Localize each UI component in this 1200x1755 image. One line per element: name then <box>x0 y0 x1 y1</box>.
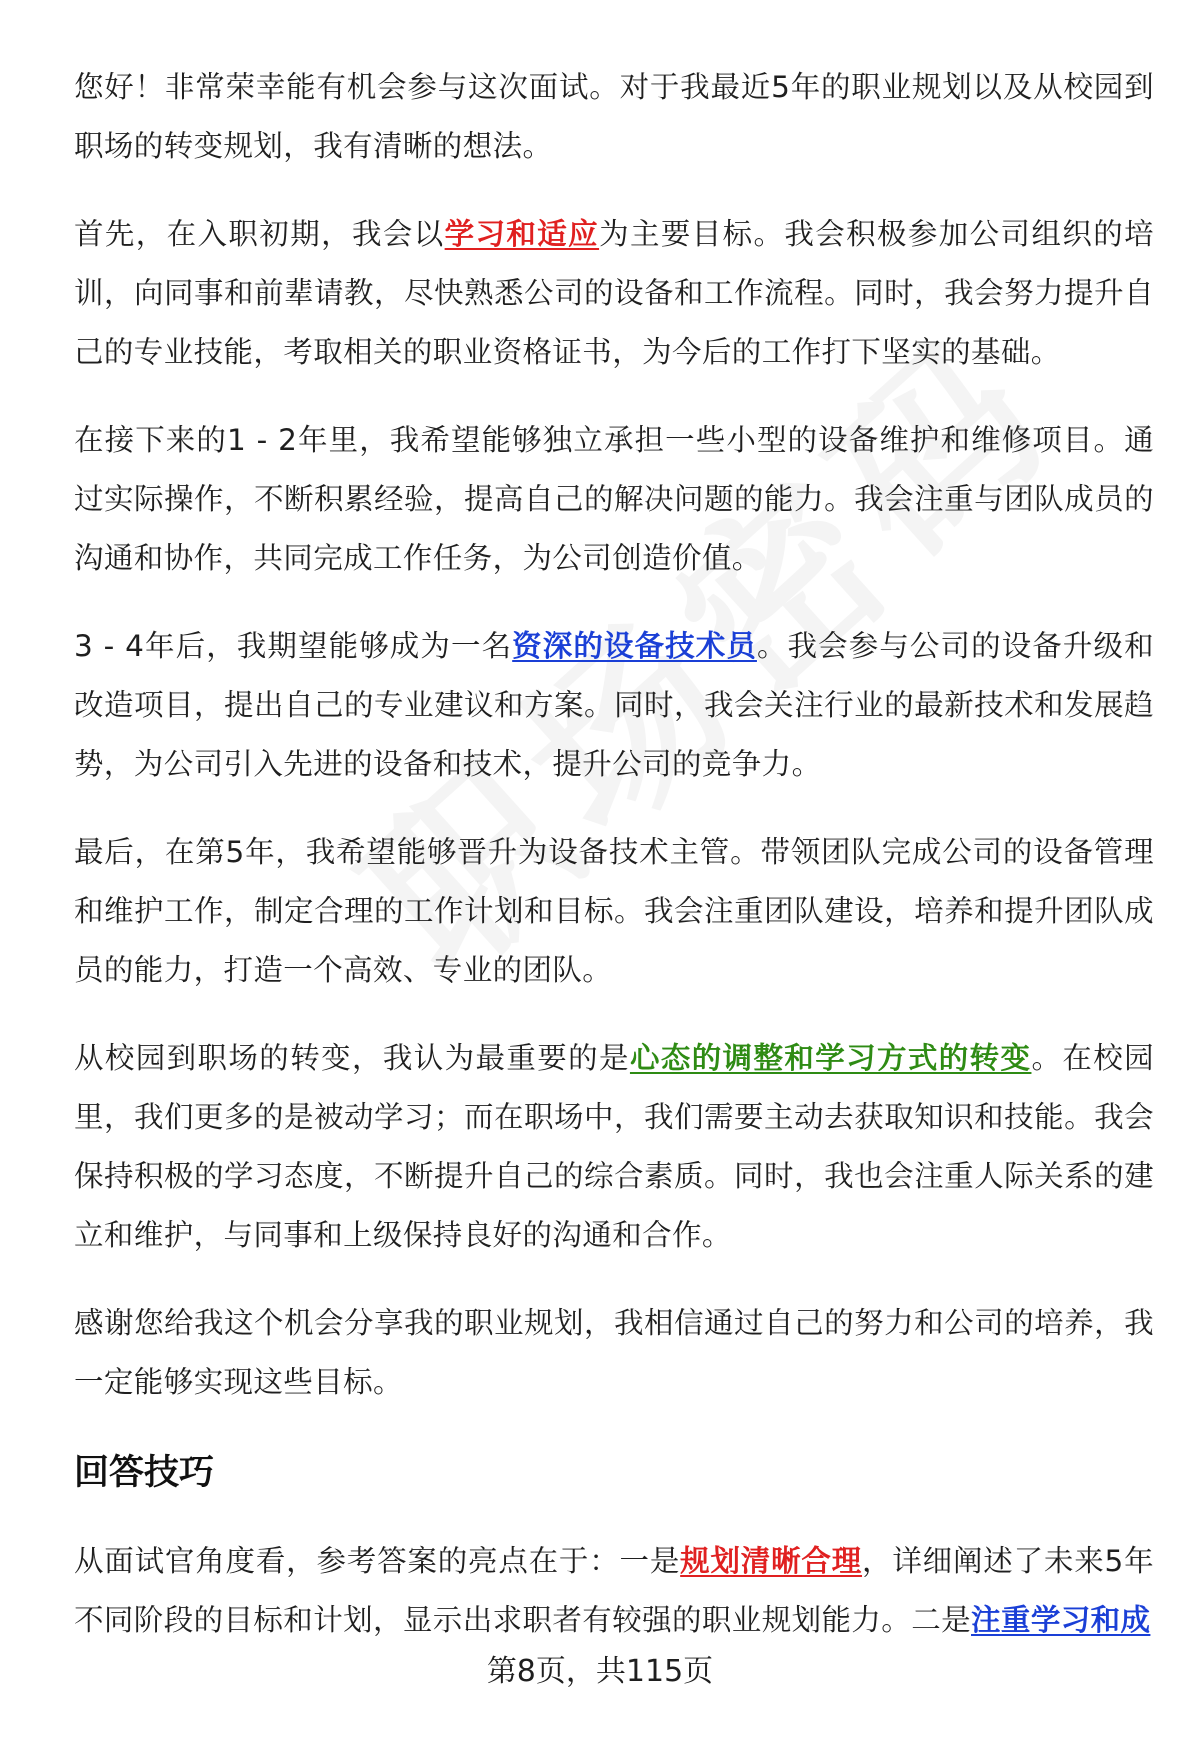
text-segment: 感谢您给我这个机会分享我的职业规划，我相信通过自己的努力和公司的培养，我一定能够实现这些目标。 <box>74 1306 1154 1399</box>
answer-paragraphs <box>74 58 1154 1412</box>
paragraph <box>74 823 1154 1000</box>
tips-paragraph <box>74 1532 1154 1650</box>
text-segment: 在接下来的1 - 2年里，我希望能够独立承担一些小型的设备维护和维修项目。通过实际操作，不断积累经验，提高自己的解决问题的能力。我会注重与团队成员的沟通和协作，共同完成工作任务，为公司创造价值。 <box>74 423 1154 575</box>
paragraph <box>74 58 1154 176</box>
text-segment: 最后，在第5年，我希望能够晋升为设备技术主管。带领团队完成公司的设备管理和维护工作，制定合理的工作计划和目标。我会注重团队建设，培养和提升团队成员的能力，打造一个高效、专业的团队。 <box>74 835 1154 987</box>
highlighted-phrase: 心态的调整和学习方式的转变 <box>629 1041 1032 1075</box>
section-heading: 回答技巧 <box>74 1453 215 1493</box>
text-segment: 首先，在入职初期，我会以 <box>74 217 445 251</box>
text-segment: 3 - 4年后，我期望能够成为一名 <box>74 629 513 663</box>
paragraph <box>74 617 1154 794</box>
paragraph <box>74 1294 1154 1412</box>
paragraph <box>74 1029 1154 1265</box>
paragraph <box>74 411 1154 588</box>
text-segment: 从校园到职场的转变，我认为最重要的是 <box>74 1041 630 1075</box>
paragraph <box>74 205 1154 382</box>
text-segment: 从面试官角度看，参考答案的亮点在于：一是 <box>74 1544 681 1578</box>
text-segment: 。我会参与公司的设备升级和改造项目，提出自己的专业建议和方案。同时，我会关注行业的最新技术和发展趋势，为公司引入先进的设备和技术，提升公司的竞争力。 <box>74 629 1154 781</box>
highlighted-phrase: 规划清晰合理 <box>680 1544 863 1578</box>
text-segment: 为主要目标。我会积极参加公司组织的培训，向同事和前辈请教，尽快熟悉公司的设备和工作流程。同时，我会努力提升自己的专业技能，考取相关的职业资格证书，为今后的工作打下坚实的基础。 <box>74 217 1154 369</box>
page-footer: 第8页，共115页 <box>486 1654 714 1689</box>
document-content <box>74 58 1154 1679</box>
text-segment: ，详细阐述了未来5年不同阶段的目标和计划，显示出求职者有较强的职业规划能力。二是 <box>74 1544 1154 1637</box>
highlighted-phrase: 资深的设备技术员 <box>512 629 757 663</box>
text-segment: 。在校园里，我们更多的是被动学习；而在职场中，我们需要主动去获取知识和技能。我会保持积极的学习态度，不断提升自己的综合素质。同时，我也会注重人际关系的建立和维护，与同事和上级保持良好的沟通和合作。 <box>74 1041 1155 1252</box>
highlighted-phrase: 注重学习和成 <box>971 1603 1151 1637</box>
highlighted-phrase: 学习和适应 <box>444 217 600 251</box>
text-segment: 您好！非常荣幸能有机会参与这次面试。对于我最近5年的职业规划以及从校园到职场的转变规划，我有清晰的想法。 <box>74 70 1154 163</box>
